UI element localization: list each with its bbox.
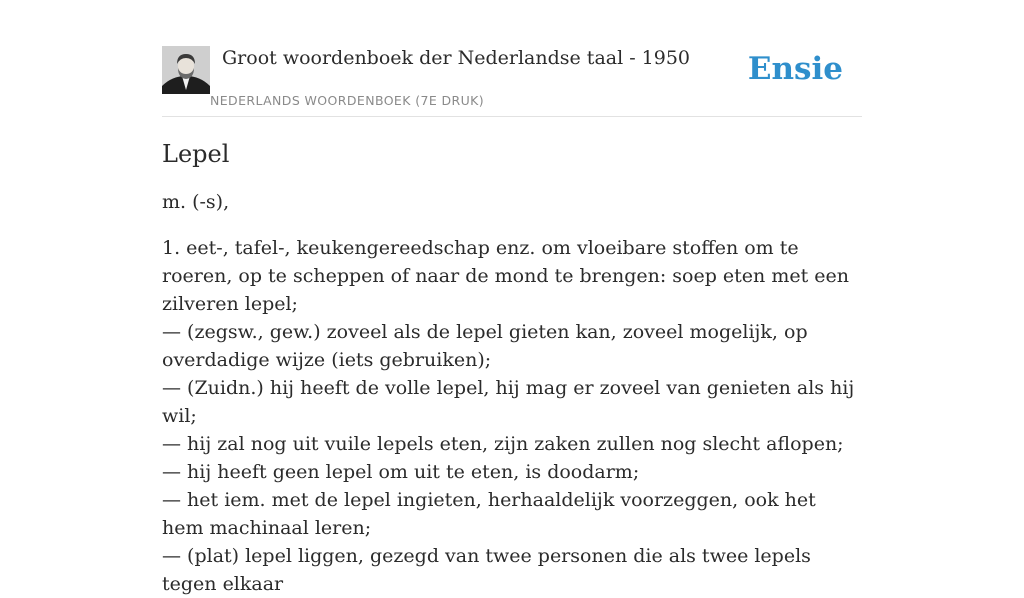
definition-line: — hij zal nog uit vuile lepels eten, zijn zaken zullen nog slecht aflopen; (162, 433, 844, 455)
source-subtitle[interactable]: NEDERLANDS WOORDENBOEK (7E DRUK) (210, 93, 485, 108)
author-portrait-icon[interactable] (162, 46, 210, 94)
definition-line: — (Zuidn.) hij heeft de volle lepel, hij mag er zoveel van genieten als hij wil; (162, 377, 855, 427)
definition (162, 234, 862, 598)
source-title[interactable]: Groot woordenboek der Nederlandse taal - 1950 (222, 47, 691, 69)
definition-line: — (plat) lepel liggen, gezegd van twee personen die als twee lepels tegen elkaar (162, 545, 811, 595)
headword: Lepel (162, 140, 230, 168)
definition-line: — (zegsw., gew.) zoveel als de lepel gieten kan, zoveel mogelijk, op overdadige wijze (iets gebruiken); (162, 321, 808, 371)
grammar-info: m. (-s), (162, 191, 230, 213)
source-header (162, 46, 862, 117)
definition-line: 1. eet-, tafel-, keukengereedschap enz. om vloeibare stoffen om te roeren, op te scheppen of naar de mond te brengen: soep eten met een zilveren lepel; (162, 237, 849, 315)
definition-line: — het iem. met de lepel ingieten, herhaaldelijk voorzeggen, ook het hem machinaal leren; (162, 489, 816, 539)
ensie-logo[interactable]: Ensie (747, 51, 843, 87)
definition-line: — hij heeft geen lepel om uit te eten, is doodarm; (162, 461, 640, 483)
dictionary-entry (162, 138, 862, 598)
